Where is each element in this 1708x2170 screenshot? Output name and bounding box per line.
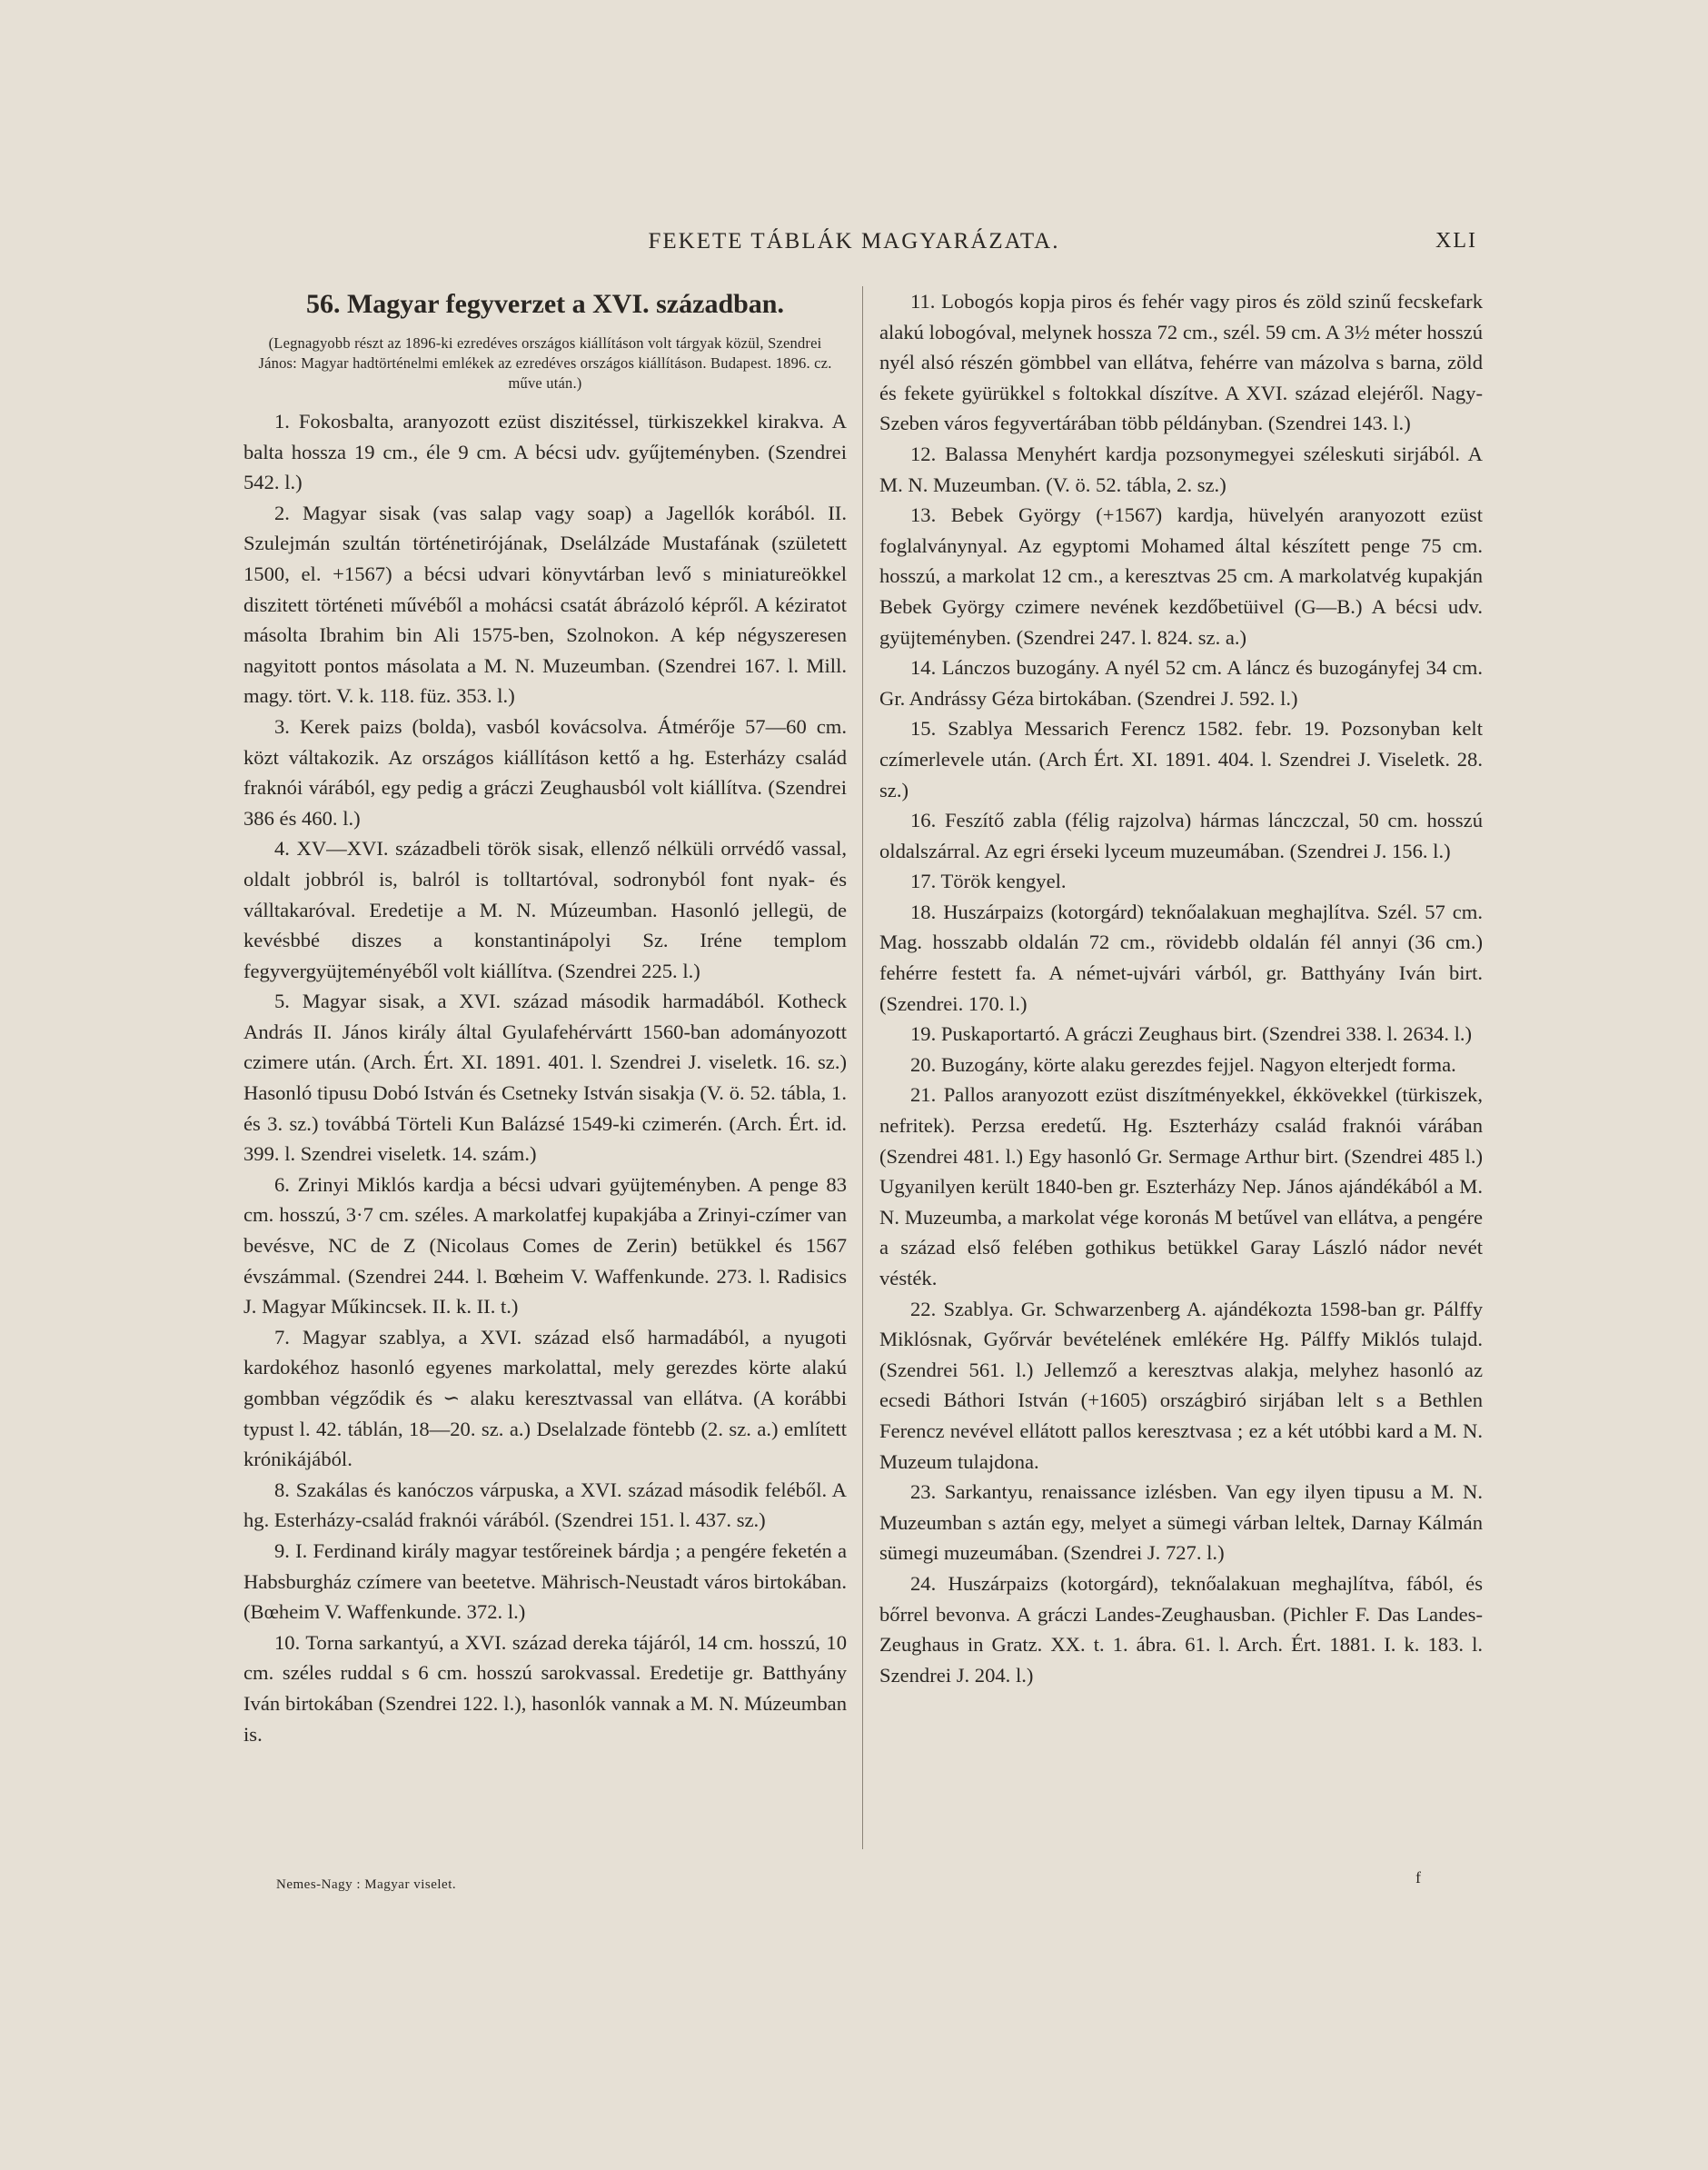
right-column — [879, 286, 1483, 1690]
entry-number: 4. — [274, 837, 290, 861]
catalog-entry — [879, 713, 1483, 805]
catalog-entry — [879, 866, 1483, 897]
entry-text: Bebek György (+1567) kardja, hüvelyén aranyozott ezüst foglalványnyal. Az egyptomi Mohamed által készített penge 75 cm. hosszú, a markolat 12 cm., a keresztvas 25 cm. A markolatvég kupakján Bebek György czimere nevének kezdőbetüivel (G—B.) A bécsi udv. gyüjteményben. (Szendrei 247. l. 824. sz. a.) — [879, 503, 1483, 649]
entry-number: 20. — [910, 1052, 937, 1076]
catalog-entry — [879, 652, 1483, 713]
entry-number: 1. — [274, 410, 290, 433]
entry-text: Magyar sisak (vas salap vagy soap) a Jagellók korából. II. Szulejmán szultán történetirójának, Dselálzáde Mustafának (született 1500, el. +1567) a bécsi udvari könyvtárban levő s miniatureökkel diszitett történeti művéből a mohácsi csatát ábrázoló képről. A kéziratot másolta Ibrahim bin Ali 1575-ben, Szolnokon. A kép négyszeresen nagyitott pontos másolata a M. N. Muzeumban. (Szendrei 167. l. Mill. magy. tört. V. k. 118. füz. 353. l.) — [243, 501, 847, 708]
catalog-entry — [243, 1628, 847, 1749]
catalog-entry — [243, 712, 847, 833]
entry-text: Magyar szablya, a XVI. század első harmadából, a nyugoti kardokéhoz hasonló egyenes markolattal, mely gerezdes körte alakú gombban végződik és ∽ alaku keresztvassal van ellátva. (A korábbi typust l. 42. táblán, 18—20. sz. a.) Dselalzade föntebb (2. sz. a.) említett krónikájából. — [243, 1325, 847, 1471]
entry-number: 3. — [274, 714, 290, 738]
entry-text: Sarkantyu, renaissance izlésben. Van egy ilyen tipusu a M. N. Muzeumban s aztán egy, melyet a sümegi várban leltek, Darnay Kálmán sümegi muzeumában. (Szendrei J. 727. l.) — [879, 1480, 1483, 1565]
catalog-entry — [243, 1536, 847, 1628]
entry-text: Magyar sisak, a XVI. század második harmadából. Kotheck András II. János király által Gyulafehérvártt 1560-ban adományozott czimere után. (Arch. Ért. XI. 1891. 401. l. Szendrei J. viseletk. 16. sz.) Hasonló tipusu Dobó István és Csetneky István sisakja (V. ö. 52. tábla, 1. és 3. sz.) továbbá Törteli Kun Balázsé 1549-ki czimerén. (Arch. Ért. id. 399. l. Szendrei viseletk. 14. szám.) — [243, 990, 847, 1166]
entry-text: Pallos aranyozott ezüst diszítményekkel, ékkövekkel (türkiszek, nefritek). Perzsa eredetű. Hg. Eszterházy család fraknói várában (Szendrei 481. l.) Egy hasonló Gr. Sermage Arthur birt. (Szendrei 485 l.) Ugyanilyen került 1840-ben gr. Eszterházy Nep. János ajándékából a M. N. Muzeumba, a markolat vége koronás M betűvel van ellátva, a pengére a század első felében gothikus betükkel Garay László nádor nevét vésték. — [879, 1083, 1483, 1289]
entry-text: Feszítő zabla (félig rajzolva) hármas lánczczal, 50 cm. hosszú oldalszárral. Az egri érseki lyceum muzeumában. (Szendrei J. 156. l.) — [879, 809, 1483, 862]
catalog-entry — [243, 498, 847, 712]
entry-text: Buzogány, körte alaku gerezdes fejjel. Nagyon elterjedt forma. — [940, 1052, 1456, 1076]
entry-text: I. Ferdinand király magyar testőreinek bárdja ; a pengére feketén a Habsburgház czímere van beetetve. Mährisch-Neustadt város birtokában. (Bœheim V. Waffenkunde. 372. l.) — [243, 1538, 847, 1624]
left-column — [243, 286, 847, 1749]
catalog-entry — [879, 1294, 1483, 1478]
entry-text: Szablya Messarich Ferencz 1582. febr. 19. Pozsonyban kelt czímerlevele után. (Arch Ért. XI. 1891. 404. l. Szendrei J. Viseletk. 28. sz.) — [879, 717, 1483, 801]
entry-text: Török kengyel. — [940, 870, 1067, 893]
catalog-entry — [879, 1477, 1483, 1568]
catalog-entry — [243, 1475, 847, 1536]
entry-number: 24. — [910, 1571, 937, 1595]
entry-text: Kerek paizs (bolda), vasból kovácsolva. Átmérője 57—60 cm. közt váltakozik. Az országos kiállításon kettő a hg. Esterházy család fraknói várából, egy pedig a gráczi Zeughausból volt kiállítva. (Szendrei 386 és 460. l.) — [243, 714, 847, 830]
catalog-entry — [879, 439, 1483, 500]
entry-number: 15. — [910, 717, 937, 741]
entry-text: XV—XVI. századbeli török sisak, ellenző nélküli orrvédő vassal, oldalt jobbról is, balról is tolltartóval, sodronyból font nyak- és válltakaróval. Eredetije a M. N. Múzeumban. Hasonló jellegü, de kevésbbé diszes a konstantinápolyi Sz. Iréne templom fegyvergyüjteményéből volt kiállítva. (Szendrei 225. l.) — [243, 837, 847, 982]
catalog-entry — [879, 286, 1483, 439]
catalog-entry — [879, 1080, 1483, 1293]
entry-text: Huszárpaizs (kotorgárd), teknőalakuan meghajlítva, fából, és bőrrel bevonva. A gráczi Landes-Zeughausban. (Pichler F. Das Landes-Zeughaus in Gratz. XX. t. 1. ábra. 61. l. Arch. Ért. 1881. I. k. 183. l. Szendrei J. 204. l.) — [879, 1571, 1483, 1687]
column-divider — [862, 286, 863, 1849]
entry-text: Szablya. Gr. Schwarzenberg A. ajándékozta 1598-ban gr. Pálffy Miklósnak, Győrvár bevételének emlékére Hg. Pálffy Miklós tulajd. (Szendrei 561. l.) Jellemző a keresztvas alakja, melyhez hasonló az ecsedi Báthori István (+1605) országbiró sirjában lelt s a Bethlen Ferencz nevével ellátott pallos keresztvasa ; ez a két utóbbi kard a M. N. Muzeum tulajdona. — [879, 1297, 1484, 1473]
entry-number: 8. — [274, 1478, 290, 1501]
entry-number: 17. — [910, 870, 937, 893]
catalog-entry — [243, 406, 847, 498]
entry-text: Szakálas és kanóczos várpuska, a XVI. század második feléből. A hg. Esterházy-család fraknói várából. (Szendrei 151. l. 437. sz.) — [243, 1478, 847, 1532]
signature-mark: f — [1415, 1868, 1421, 1886]
entry-number: 7. — [274, 1325, 290, 1349]
entry-text: Balassa Menyhért kardja pozsonymegyei széleskuti sirjából. A M. N. Muzeumban. (V. ö. 52. tábla, 2. sz.) — [879, 442, 1483, 496]
entry-number: 10. — [274, 1630, 301, 1654]
section-note: (Legnagyobb részt az 1896-ki ezredéves országos kiállításon volt tárgyak közül, Szendrei János: Magyar hadtörténelmi emlékek az ezredéves országos kiállításon. Budapest. 1896. cz. műve után.) — [258, 334, 832, 392]
entry-text: Puskaportartó. A gráczi Zeughaus birt. (Szendrei 338. l. 2634. l.) — [940, 1022, 1473, 1046]
entry-number: 16. — [910, 809, 937, 832]
catalog-entry — [243, 833, 847, 986]
catalog-entry — [879, 1050, 1483, 1080]
footer-source: Nemes-Nagy : Magyar viselet. — [276, 1877, 457, 1892]
right-entry-list — [879, 286, 1483, 1690]
entry-number: 11. — [910, 290, 936, 313]
catalog-entry — [879, 805, 1483, 866]
entry-number: 5. — [274, 990, 290, 1013]
catalog-entry — [879, 1019, 1483, 1050]
entry-number: 12. — [910, 442, 937, 465]
entry-text: Lánczos buzogány. A nyél 52 cm. A láncz és buzogányfej 34 cm. Gr. Andrássy Géza birtokában. (Szendrei J. 592. l.) — [879, 656, 1483, 710]
entry-text: Fokosbalta, aranyozott ezüst diszitéssel, türkiszekkel kirakva. A balta hossza 19 cm., éle 9 cm. A bécsi udv. gyűjteményben. (Szendrei 542. l.) — [243, 410, 847, 494]
page-number: XLI — [1435, 229, 1477, 253]
catalog-entry — [243, 1322, 847, 1475]
running-header-title: FEKETE TÁBLÁK MAGYARÁZATA. — [648, 229, 1060, 254]
catalog-entry — [243, 986, 847, 1170]
entry-text: Huszárpaizs (kotorgárd) teknőalakuan meghajlítva. Szél. 57 cm. Mag. hosszabb oldalán 72 cm., rövidebb oldalán fél annyi (36 cm.) fehérre festett fa. A német-ujvári várból, gr. Batthyány Iván birt. (Szendrei. 170. l.) — [879, 900, 1483, 1015]
entry-text: Zrinyi Miklós kardja a bécsi udvari gyüjteményben. A penge 83 cm. hosszú, 3·7 cm. széles. A markolatfej kupakjába a Zrinyi-czímer van bevésve, NC de Z (Nicolaus Comes de Zerin) betükkel és 1567 évszámmal. (Szendrei 244. l. Bœheim V. Waffenkunde. 273. l. Radisics J. Magyar Műkincsek. II. k. II. t.) — [243, 1172, 848, 1319]
section-title: 56. Magyar fegyverzet a XVI. században. — [305, 289, 784, 319]
entry-number: 13. — [910, 503, 937, 527]
entry-text: Torna sarkantyú, a XVI. század dereka tájáról, 14 cm. hosszú, 10 cm. széles ruddal s 6 cm. hosszú sarokvassal. Eredetije gr. Batthyány Iván birtokában (Szendrei 122. l.), hasonlók vannak a M. N. Múzeumban is. — [243, 1630, 847, 1746]
catalog-entry — [879, 897, 1483, 1019]
catalog-entry — [243, 1170, 847, 1322]
entry-number: 2. — [274, 501, 290, 524]
entry-number: 23. — [910, 1480, 937, 1504]
entry-number: 6. — [274, 1172, 290, 1196]
catalog-entry — [879, 1568, 1483, 1690]
entry-number: 22. — [910, 1297, 937, 1320]
catalog-entry — [879, 500, 1483, 652]
entry-number: 19. — [910, 1022, 937, 1046]
entry-number: 9. — [274, 1538, 290, 1562]
entry-number: 14. — [910, 656, 937, 680]
entry-text: Lobogós kopja piros és fehér vagy piros és zöld szinű fecskefark alakú lobogóval, melynek hossza 72 cm., szél. 59 cm. A 3½ méter hosszú nyél alsó részén gömbbel van ellátva, fehérre van mázolva s barna, zöld és fekete gyürükkel s foltokkal díszítve. A XVI. század elejéről. Nagy-Szeben város fegyvertárában több példányban. (Szendrei 143. l.) — [879, 290, 1483, 435]
left-entry-list — [243, 406, 847, 1749]
entry-number: 18. — [910, 900, 937, 923]
entry-number: 21. — [910, 1083, 937, 1107]
